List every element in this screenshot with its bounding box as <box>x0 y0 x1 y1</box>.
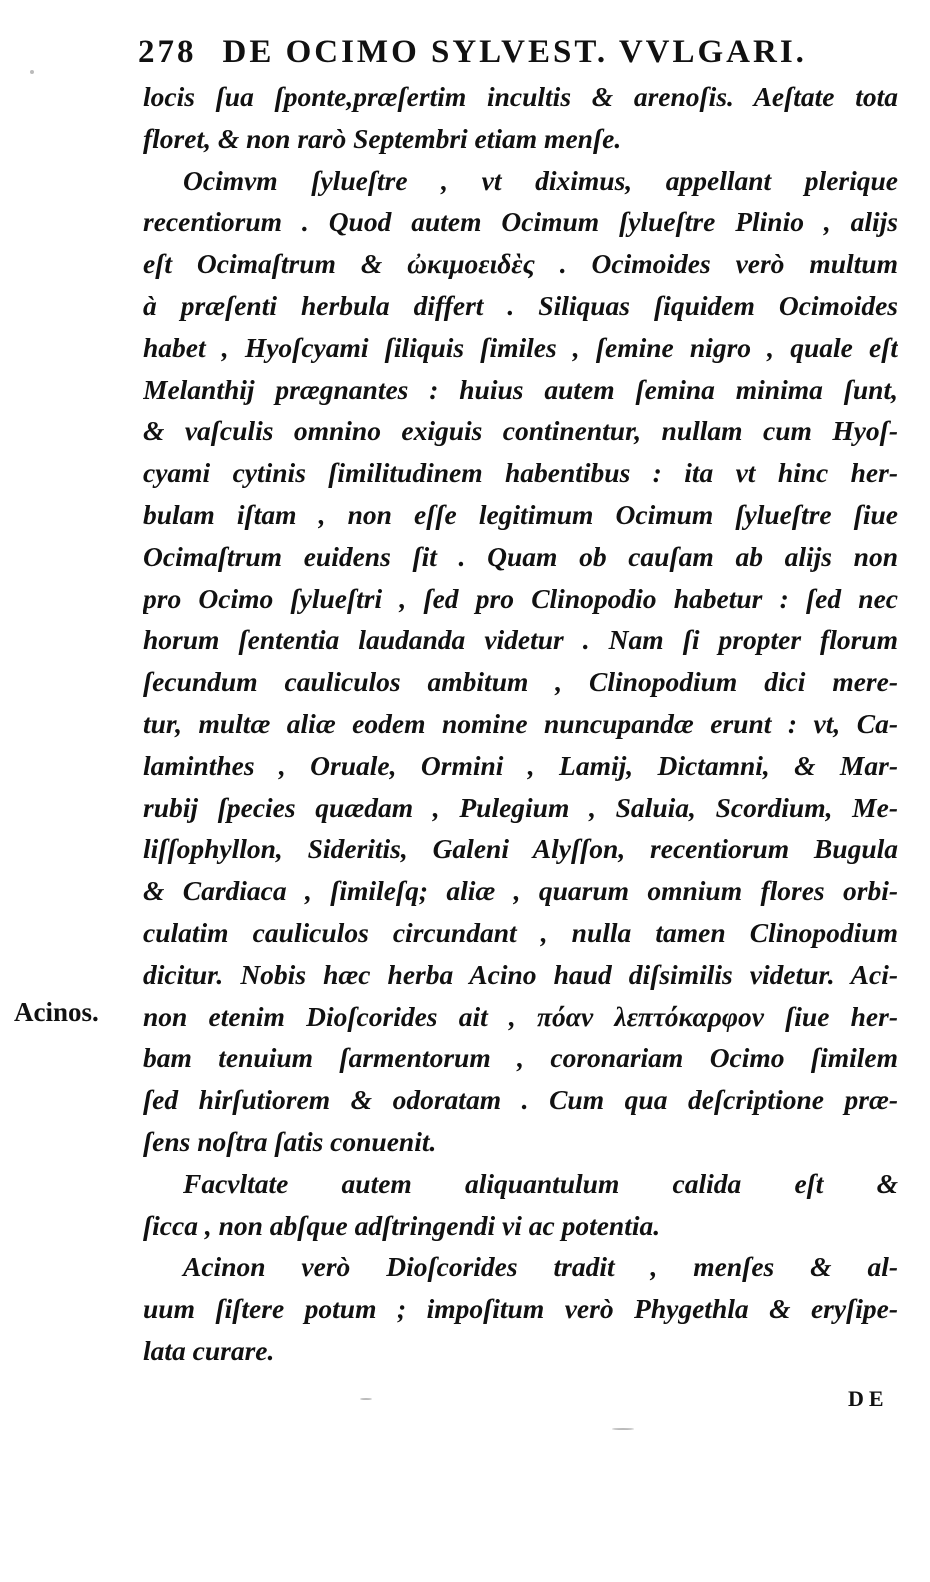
text-line: tur, multæ aliæ eodem nomine nuncupandæ erunt : vt, Ca- <box>143 707 898 739</box>
text-line: recentiorum . Quod autem Ocimum ſylueſtre Plinio , alijs <box>143 206 898 238</box>
text-line: laminthes , Oruale, Ormini , Lamij, Dictamni, & Mar- <box>143 749 898 781</box>
text-line: locis ſua ſponte,præſertim incultis & arenoſis. Aeſtate tota <box>143 81 898 112</box>
text-line: bam tenuium ſarmentorum , coronariam Ocimo ſimilem <box>143 1042 898 1074</box>
text-line: horum ſententia laudanda videtur . Nam ſi propter florum <box>143 624 898 656</box>
text-line: non etenim Dioſcorides ait , πόαν λεπτόκαρφον ſiue her- <box>143 1000 898 1032</box>
margin-note: Acinos. <box>14 997 99 1027</box>
body-text <box>143 76 898 1372</box>
text-line: Ocimvm ſylueſtre , vt diximus, appellant plerique <box>183 164 898 196</box>
text-line: ſecundum cauliculos ambitum , Clinopodium dici mere- <box>143 666 898 698</box>
text-line: habet , Hyoſcyami ſiliquis ſimiles , ſemine nigro , quale eſt <box>143 331 898 363</box>
ink-speck <box>612 1428 634 1430</box>
text-line: lata curare. <box>143 1334 275 1366</box>
text-line: floret, & non rarò Septembri etiam menſe. <box>143 122 622 154</box>
text-line: bulam iſtam , non eſſe legitimum Ocimum ſylueſtre ſiue <box>143 498 898 530</box>
text-line: Ocimaſtrum euidens ſit . Quam ob cauſam ab alijs non <box>143 540 898 572</box>
text-line: pro Ocimo ſylueſtri , ſed pro Clinopodio habetur : ſed nec <box>143 582 898 614</box>
text-line: eſt Ocimaſtrum & ὠκιμοειδὲς . Ocimoides verò multum <box>143 248 898 280</box>
text-line: rubij ſpecies quædam , Pulegium , Saluia, Scordium, Me- <box>143 791 898 823</box>
text-line: à præſenti herbula differt . Siliquas ſiquidem Ocimoides <box>143 289 898 321</box>
text-line: ſed hirſutiorem & odoratam . Cum qua deſcriptione præ- <box>143 1084 898 1116</box>
text-line: uum ſiſtere potum ; impoſitum verò Phygethla & eryſipe- <box>143 1293 898 1325</box>
running-title: DE OCIMO SYLVEST. VVLGARI. <box>222 34 807 70</box>
text-line: ſens noſtra ſatis conuenit. <box>143 1125 437 1157</box>
text-line: culatim cauliculos circundant , nulla tamen Clinopodium <box>143 916 898 948</box>
text-line: dicitur. Nobis hæc herba Acino haud diſsimilis videtur. Aci- <box>143 958 898 990</box>
ink-speck <box>30 70 34 74</box>
ink-speck <box>360 1398 372 1400</box>
text-line: & Cardiaca , ſimileſq; aliæ , quarum omnium flores orbi- <box>143 875 898 907</box>
text-line: Melanthij prægnantes : huius autem ſemina minima ſunt, <box>143 373 898 405</box>
text-line: liſſophyllon, Sideritis, Galeni Alyſſon, recentiorum Bugula <box>143 833 898 865</box>
text-line: Acinon verò Dioſcorides tradit , menſes & al- <box>183 1251 898 1283</box>
text-line: Facvltate autem aliquantulum calida eſt & <box>183 1167 898 1199</box>
text-line: cyami cytinis ſimilitudinem habentibus : ita vt hinc her- <box>143 457 898 489</box>
page-number: 278 <box>138 34 197 70</box>
catchword: DE <box>848 1386 889 1411</box>
text-line: ſicca , non abſque adſtringendi vi ac potentia. <box>143 1209 661 1241</box>
page-header <box>138 34 898 71</box>
text-line: & vaſculis omnino exiguis continentur, nullam cum Hyoſ- <box>143 415 898 447</box>
